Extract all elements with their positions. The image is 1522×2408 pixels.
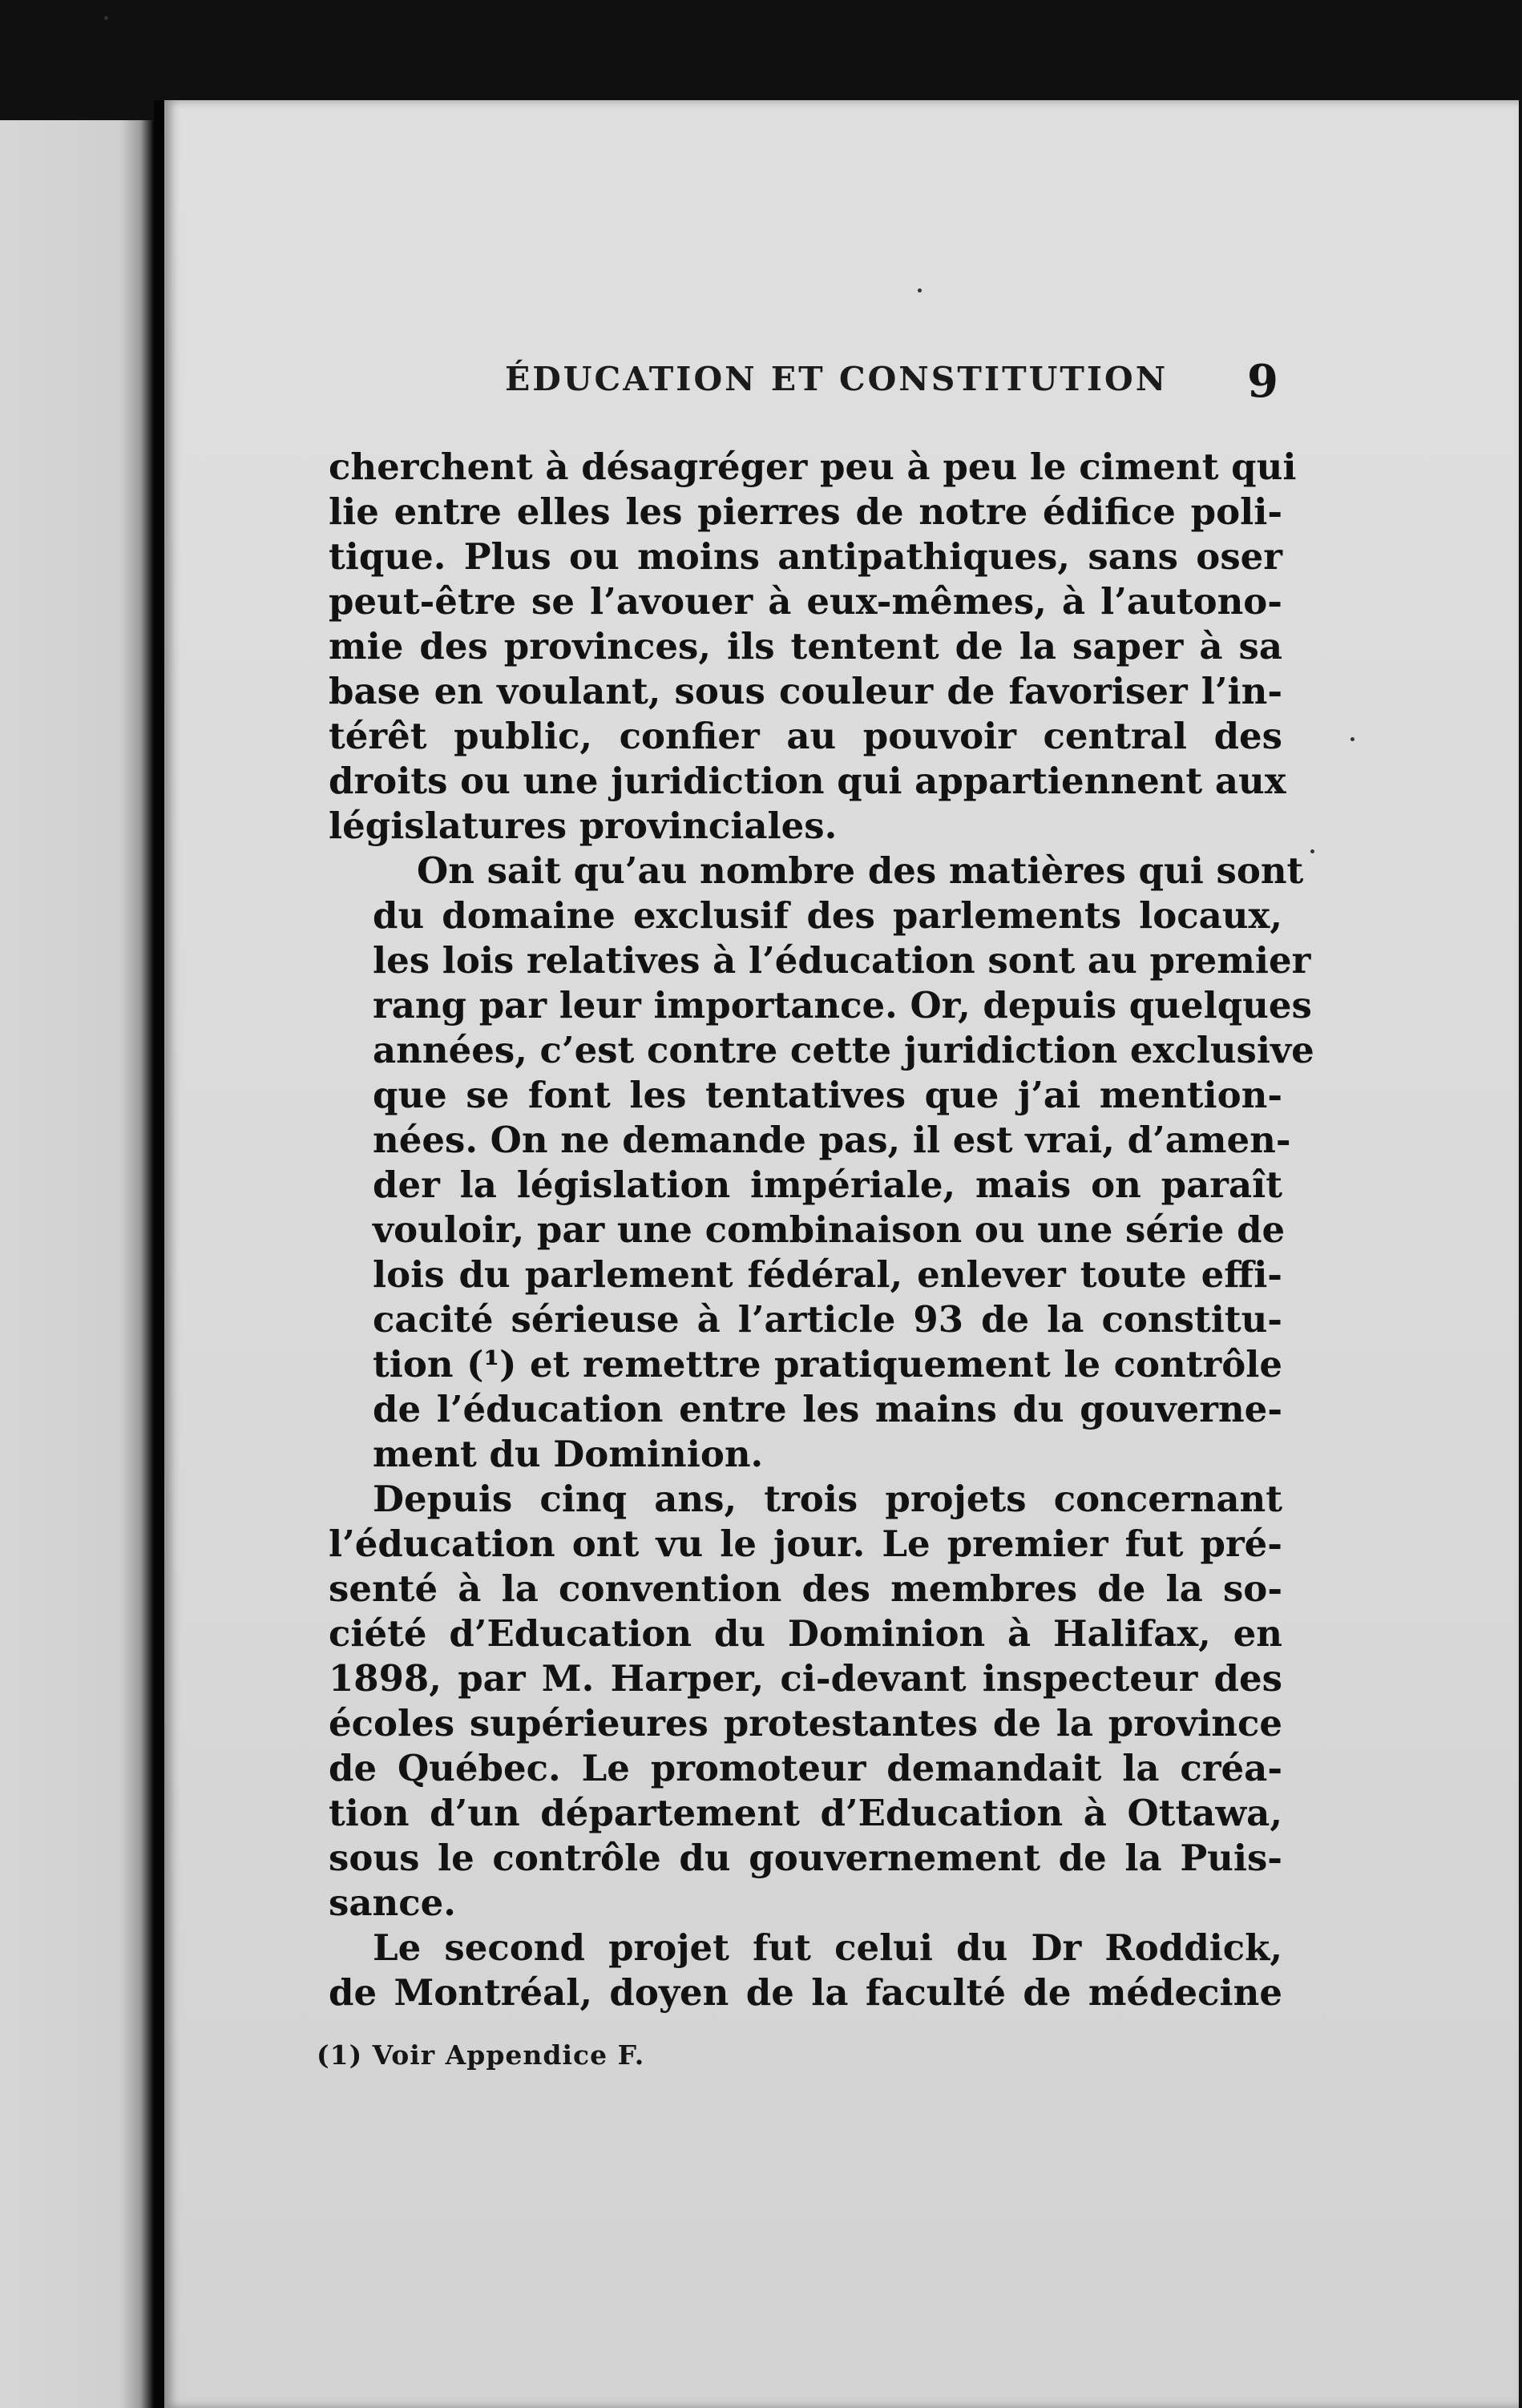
- text-line: cacité sérieuse à l’article 93 de la constitu-: [373, 1298, 1282, 1341]
- paragraph-2: [329, 849, 1314, 1477]
- text-line: térêt public, confier au pouvoir central des: [329, 715, 1282, 757]
- text-line: base en voulant, sous couleur de favoriser l’in-: [329, 670, 1282, 712]
- text-line: ment du Dominion.: [373, 1433, 764, 1475]
- page-header: [341, 355, 1294, 408]
- text-line: l’éducation ont vu le jour. Le premier fut pré-: [329, 1523, 1282, 1565]
- text-line: peut-être se l’avouer à eux-mêmes, à l’autono-: [329, 580, 1282, 623]
- text-line: vouloir, par une combinaison ou une série de: [373, 1208, 1286, 1251]
- text-line: les lois relatives à l’éducation sont au premier: [373, 939, 1311, 982]
- text-line: cherchent à désagréger peu à peu le ciment qui: [329, 446, 1297, 488]
- text-line: de Québec. Le promoteur demandait la créa-: [329, 1747, 1282, 1789]
- text-line: mie des provinces, ils tentent de la saper à sa: [329, 625, 1282, 668]
- dust-speck: [1350, 737, 1354, 741]
- text-line: que se font les tentatives que j’ai mention-: [373, 1074, 1282, 1116]
- text-line: écoles supérieures protestantes de la province: [329, 1702, 1282, 1744]
- text-line: du domaine exclusif des parlements locaux,: [373, 894, 1282, 937]
- text-line: lie entre elles les pierres de notre édifice poli-: [329, 490, 1282, 533]
- text-line: législatures provinciales.: [329, 805, 838, 847]
- text-line: sous le contrôle du gouvernement de la Puis-: [329, 1837, 1282, 1879]
- text-line: lois du parlement fédéral, enlever toute effi-: [373, 1253, 1282, 1296]
- dust-speck: [918, 288, 922, 292]
- text-line: de Montréal, doyen de la faculté de médecine: [329, 1971, 1282, 2014]
- footnote: (1) Voir Appendice F.: [317, 2039, 645, 2071]
- text-line: de l’éducation entre les mains du gouverne-: [373, 1388, 1282, 1430]
- text-line: ciété d’Education du Dominion à Halifax, en: [329, 1612, 1282, 1655]
- text-line: senté à la convention des membres de la so-: [329, 1567, 1282, 1610]
- text-line: 1898, par M. Harper, ci-devant inspecteur des: [329, 1657, 1282, 1700]
- text-line: Depuis cinq ans, trois projets concernant: [373, 1478, 1282, 1520]
- dust-speck: [104, 16, 108, 20]
- paragraph-4: [329, 1926, 1282, 2015]
- text-line: nées. On ne demande pas, il est vrai, d’amen-: [373, 1119, 1291, 1161]
- dust-speck: [1310, 849, 1314, 853]
- previous-page-edge: [0, 120, 152, 2408]
- text-line: On sait qu’au nombre des matières qui sont: [417, 849, 1304, 892]
- text-line: sance.: [329, 1882, 456, 1924]
- body-text: [329, 445, 1314, 2015]
- text-line: Le second projet fut celui du Dr Roddick,: [373, 1926, 1282, 1969]
- text-line: rang par leur importance. Or, depuis quelques: [373, 984, 1312, 1027]
- running-title: ÉDUCATION ET CONSTITUTION: [505, 360, 1169, 398]
- text-line: droits ou une juridiction qui appartiennent aux: [329, 760, 1286, 802]
- text-line: tique. Plus ou moins antipathiques, sans oser: [329, 535, 1282, 578]
- text-line: tion (¹) et remettre pratiquement le contrôle: [373, 1343, 1282, 1386]
- page-number: 9: [1247, 355, 1278, 408]
- text-line: tion d’un département d’Education à Ottawa,: [329, 1792, 1282, 1834]
- paragraph-1: [329, 445, 1297, 849]
- text-line: années, c’est contre cette juridiction exclusive: [373, 1029, 1314, 1071]
- paragraph-3: [329, 1477, 1282, 1926]
- text-line: der la législation impériale, mais on paraît: [373, 1164, 1282, 1206]
